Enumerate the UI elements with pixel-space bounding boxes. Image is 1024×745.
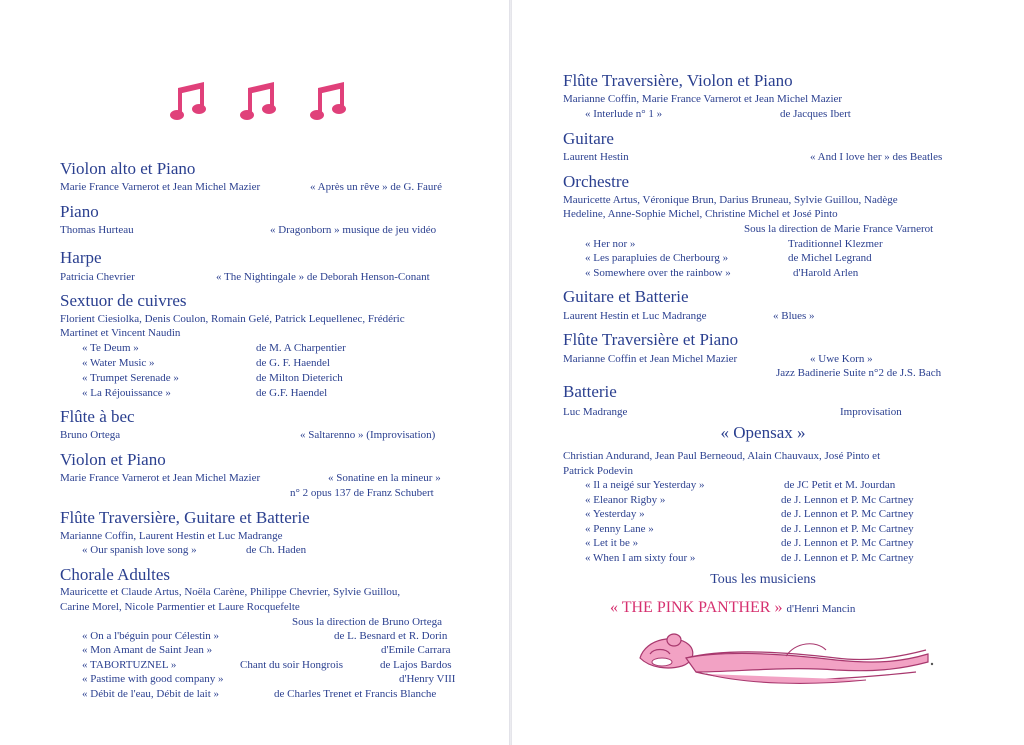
piece: « Penny Lane » — [585, 523, 654, 535]
music-note-icon — [308, 80, 352, 124]
composer: de Charles Trenet et Francis Blanche — [274, 688, 437, 700]
performers: Mauricette et Claude Artus, Noëla Carène, Philippe Chevrier, Sylvie Guillou, — [60, 586, 401, 598]
performers: Laurent Hestin — [563, 151, 629, 163]
performers: Hedeline, Anne-Sophie Michel, Christine Michel et José Pinto — [563, 208, 838, 220]
section-title: « Opensax » — [720, 423, 806, 442]
composer: de Ch. Haden — [246, 544, 307, 556]
composer: de Jacques Ibert — [780, 108, 851, 120]
piece: « And I love her » des Beatles — [810, 151, 943, 163]
piece: « Trumpet Serenade » — [82, 372, 179, 384]
section-title: Violon alto et Piano — [60, 159, 196, 178]
performers: Marie France Varnerot et Jean Michel Mazier — [60, 181, 261, 193]
composer: de Michel Legrand — [788, 252, 872, 264]
composer: d'Harold Arlen — [793, 267, 859, 279]
section-title: Orchestre — [563, 172, 630, 191]
performers: Martinet et Vincent Naudin — [60, 327, 181, 339]
piece: « When I am sixty four » — [585, 552, 696, 564]
composer: Traditionnel Klezmer — [788, 238, 883, 250]
piece: « The Nightingale » de Deborah Henson-Conant — [216, 271, 430, 283]
piece: « Her nor » — [585, 238, 636, 250]
piece: « Les parapluies de Cherbourg » — [585, 252, 729, 264]
composer: de G. F. Haendel — [256, 357, 330, 369]
finale-heading: Tous les musiciens — [710, 572, 816, 587]
performers: Luc Madrange — [563, 406, 628, 418]
piece: « Uwe Korn » — [810, 353, 873, 365]
section-title: Batterie — [563, 382, 617, 401]
piece: « Somewhere over the rainbow » — [585, 267, 731, 279]
section-title: Guitare — [563, 129, 614, 148]
piece: « Te Deum » — [82, 342, 139, 354]
performers: Carine Morel, Nicole Parmentier et Laure Rocquefelte — [60, 601, 300, 613]
page-fold — [509, 0, 512, 745]
composer: d'Emile Carrara — [381, 644, 451, 656]
composer: de G.F. Haendel — [256, 387, 328, 399]
composer: de J. Lennon et P. Mc Cartney — [781, 494, 914, 506]
composer: de J. Lennon et P. Mc Cartney — [781, 508, 914, 520]
piece: « Sonatine en la mineur » — [328, 472, 441, 484]
performers: Laurent Hestin et Luc Madrange — [563, 310, 707, 322]
performers: Marianne Coffin et Jean Michel Mazier — [563, 353, 738, 365]
piece: « Let it be » — [585, 537, 639, 549]
piece: « Water Music » — [82, 357, 155, 369]
finale-title: « THE PINK PANTHER » — [610, 599, 783, 616]
performers: Florient Ciesiolka, Denis Coulon, Romain Gelé, Patrick Lequellenec, Frédéric — [60, 313, 405, 325]
piece: « Mon Amant de Saint Jean » — [82, 644, 213, 656]
composer: de J. Lennon et P. Mc Cartney — [781, 523, 914, 535]
piece: « Yesterday » — [585, 508, 645, 520]
piece: « TABORTUZNEL » — [82, 659, 177, 671]
performers: Bruno Ortega — [60, 429, 121, 441]
section-title: Flûte Traversière, Violon et Piano — [563, 71, 793, 90]
piece: Improvisation — [840, 406, 902, 418]
composer: de J. Lennon et P. Mc Cartney — [781, 537, 914, 549]
piece: « Débit de l'eau, Débit de lait » — [82, 688, 219, 700]
piece: « Saltarenno » (Improvisation) — [300, 429, 436, 441]
composer: de J. Lennon et P. Mc Cartney — [781, 552, 914, 564]
performers: Mauricette Artus, Véronique Brun, Darius Bruneau, Sylvie Guillou, Nadège — [563, 194, 898, 206]
piece-note: Chant du soir Hongrois — [240, 659, 343, 671]
finale-line — [610, 598, 855, 619]
section-title: Chorale Adultes — [60, 565, 171, 584]
performers: Patricia Chevrier — [60, 271, 135, 283]
performers: Thomas Hurteau — [60, 224, 134, 236]
piece: « Interlude n° 1 » — [585, 108, 663, 120]
music-note-icon — [238, 80, 282, 124]
music-note-icon — [168, 80, 212, 124]
pink-panther-illustration — [636, 628, 936, 686]
piece: n° 2 opus 137 de Franz Schubert — [290, 487, 434, 499]
direction: Sous la direction de Marie France Varnerot — [744, 223, 934, 235]
section-title: Piano — [60, 202, 99, 221]
performers: Christian Andurand, Jean Paul Berneoud, Alain Chauvaux, José Pinto et — [563, 450, 881, 462]
section-title: Flûte Traversière et Piano — [563, 330, 739, 349]
piece: « Pastime with good company » — [82, 673, 224, 685]
piece: « Il a neigé sur Yesterday » — [585, 479, 705, 491]
section-title: Violon et Piano — [60, 450, 166, 469]
composer: de L. Besnard et R. Dorin — [334, 630, 448, 642]
composer: de Milton Dieterich — [256, 372, 343, 384]
section-title: Flûte à bec — [60, 407, 135, 426]
finale-composer: d'Henri Mancin — [786, 603, 856, 615]
performers: Marianne Coffin, Marie France Varnerot et Jean Michel Mazier — [563, 93, 843, 105]
piece: « Après un rêve » de G. Fauré — [310, 181, 442, 193]
composer: de Lajos Bardos — [380, 659, 452, 671]
performers: Marianne Coffin, Laurent Hestin et Luc Madrange — [60, 530, 283, 542]
composer: de M. A Charpentier — [256, 342, 346, 354]
piece: « Blues » — [773, 310, 815, 322]
section-title: Flûte Traversière, Guitare et Batterie — [60, 508, 310, 527]
performers: Marie France Varnerot et Jean Michel Mazier — [60, 472, 261, 484]
composer: de JC Petit et M. Jourdan — [784, 479, 896, 491]
piece: « On a l'béguin pour Célestin » — [82, 630, 220, 642]
composer: d'Henry VIII — [399, 673, 456, 685]
performers: Patrick Podevin — [563, 465, 633, 477]
section-title: Harpe — [60, 248, 102, 267]
section-title: Sextuor de cuivres — [60, 291, 187, 310]
section-title: Guitare et Batterie — [563, 287, 689, 306]
direction: Sous la direction de Bruno Ortega — [292, 616, 442, 628]
piece: « Our spanish love song » — [82, 544, 197, 556]
piece: Jazz Badinerie Suite n°2 de J.S. Bach — [776, 367, 942, 379]
piece: « Eleanor Rigby » — [585, 494, 666, 506]
piece: « Dragonborn » musique de jeu vidéo — [270, 224, 437, 236]
piece: « La Réjouissance » — [82, 387, 171, 399]
